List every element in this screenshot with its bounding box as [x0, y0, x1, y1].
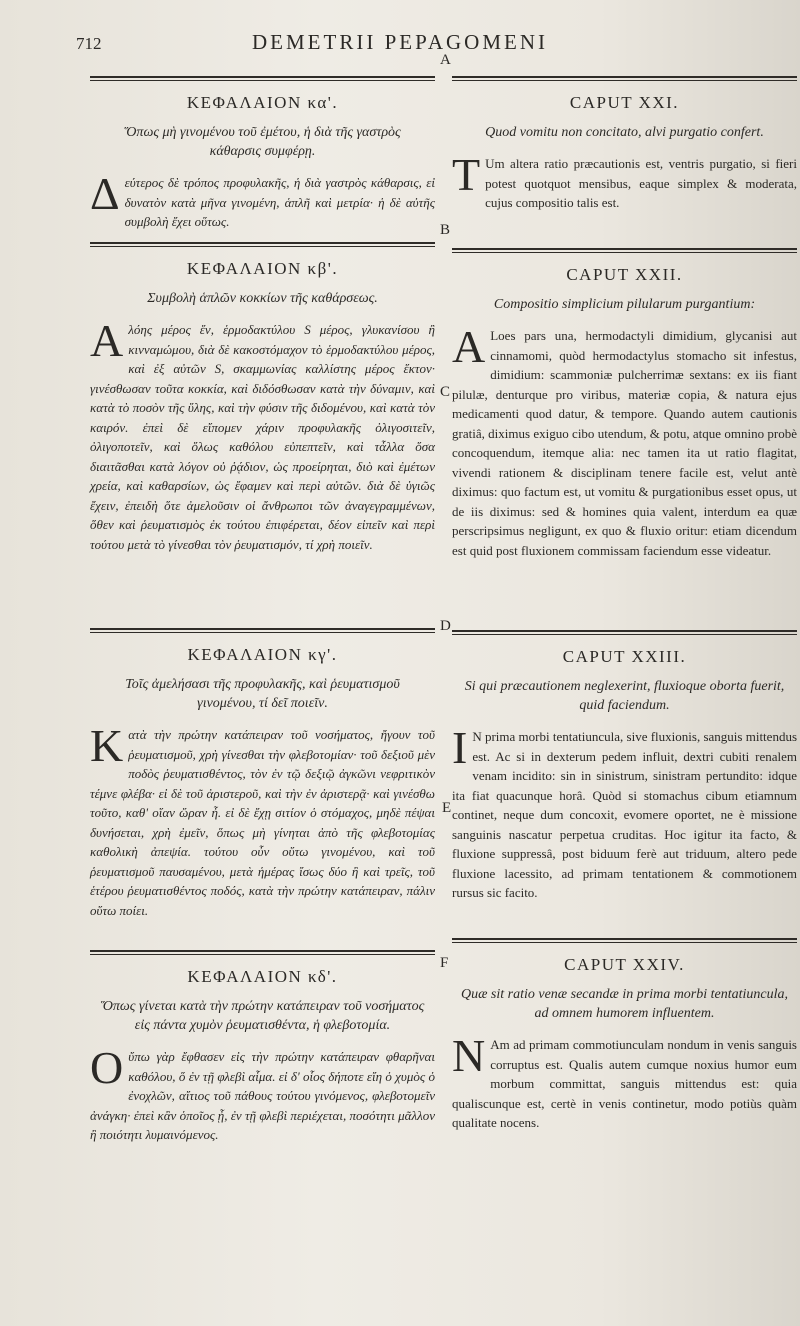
running-title: DEMETRII PEPAGOMENI: [252, 30, 548, 54]
chapter-heading: ΚΕΦΑΛΑΙΟΝ κγ'.: [187, 645, 338, 664]
latin-chapter-22: [452, 248, 797, 560]
chapter-body: [452, 1030, 797, 1133]
chapter-heading: CAPUT XXIV.: [564, 955, 685, 974]
greek-chapter-22: [90, 242, 435, 554]
chapter-subtitle: Τοῖς ἀμελήσασι τῆς προφυλακῆς, καὶ ῥευματισμοῦ γινομένου, τί δεῖ ποιεῖν.: [125, 677, 400, 711]
chapter-heading: ΚΕΦΑΛΑΙΟΝ κβ'.: [186, 259, 339, 278]
chapter-text: Um altera ratio præcautionis est, ventris purgatio, si fieri potest quotquot mensibus, eaque simplex & moderata, cujus compositio talis est.: [485, 156, 797, 210]
greek-chapter-21: [90, 76, 435, 232]
chapter-subtitle: Ὅπως μὴ γινομένου τοῦ ἐμέτου, ἡ διὰ τῆς γαστρὸς κάθαρσις συμφέρῃ.: [124, 125, 401, 159]
section-rule: [90, 76, 435, 81]
chapter-body: [90, 315, 435, 554]
chapter-heading: ΚΕΦΑΛΑΙΟΝ κα'.: [186, 93, 339, 112]
chapter-subtitle: Si qui præcautionem neglexerint, fluxioque oborta fuerit, quid faciendum.: [464, 679, 785, 713]
chapter-heading: CAPUT XXII.: [566, 265, 683, 284]
latin-chapter-23: [452, 630, 797, 903]
chapter-subtitle: Compositio simplicium pilularum purgantium:: [493, 297, 756, 312]
chapter-heading: CAPUT XXIII.: [562, 647, 687, 666]
page-number: 712: [76, 34, 102, 53]
chapter-text: N prima morbi tentatiuncula, sive fluxionis, sanguis mittendus est. Ac si in dexterum pedem influit, dextri cubiti renalem venam incidito: sin in sinistrum, sinistram pertundito: idque ita fiat quacunque horâ. Quòd si stomachus cibum etiamnum continet, neque dum concoxit, evomere oportet, ne è missione sanguinis nascatur perpetua cruditas. Hoc igitur ita facto, & fluxione suppressâ, post biduum ferè aut triduum, altero pede fluxione lacessito, ad primam tentationem & commotionem rursus sic facito.: [452, 729, 797, 900]
drop-cap: Δ: [90, 168, 120, 219]
section-rule: [90, 628, 435, 633]
chapter-text: εύτερος δὲ τρόπος προφυλακῆς, ἡ διὰ γαστρὸς κάθαρσις, εἰ δυνατὸν κατὰ μῆνα γινομένη, ἁπλῆ καὶ μετρία· ἡ δὲ αὐτῆς συμβολὴ ἔχει οὕτως.: [124, 175, 435, 229]
section-rule: [90, 242, 435, 247]
chapter-body: [90, 1042, 435, 1145]
margin-marker-c: C: [440, 384, 451, 400]
chapter-text: ὔπω γὰρ ἔφθασεν εἰς τὴν πρώτην κατάπειραν φθαρῆναι καθόλου, ὅ ἐν τῇ φλεβὶ αἷμα. εἰ δ' οἷος δήποτε εἴη ὁ χυμὸς ὁ ἐνοχλῶν, αἴτιος τοῦ πάθους τούτου γινόμενος, φλεβοτομεῖν ἀνάγκη· ἐπεὶ κἂν ὁποῖος ᾖ, ἐν τῇ φλεβὶ περιέχεται, ποσότητι μᾶλλον ἢ ποιότητι λυμαινόμενος.: [90, 1049, 435, 1142]
chapter-body: [452, 149, 797, 213]
chapter-subtitle: Quod vomitu non concitato, alvi purgatio confert.: [485, 125, 764, 140]
margin-marker-f: F: [440, 955, 449, 971]
chapter-body: [452, 321, 797, 560]
chapter-subtitle: Quæ sit ratio venæ secandæ in prima morbi tentatiuncula, ad omnem humorem influentem.: [460, 987, 789, 1021]
greek-chapter-23: [90, 628, 435, 920]
chapter-heading: CAPUT XXI.: [569, 93, 680, 112]
chapter-text: Loes pars una, hermodactyli dimidium, glycanisi aut cinnamomi, quòd hermodactylus stomacho sit infestus, dimidium: scammoniæ pulcherrimæ sextans: ex iis fiant pilulæ, denturque pro viribus, materiæ copia, & natura ejus medicamenti quod datur, & tempore. Quando autem cautionis gratiâ, diximus exiguo cibo utendum, & potu, atque omnino probè concoquendum, itemque alia: nec tamen ita ut ratio flagitat, vivendi rationem & disciplinam tenere facile est, velut antè diximus: quo factum est, ut vomitu & purgationibus esset opus, ut de iis diximus: sed & homines quia valent, interdum ea quæ perscripsimus negligunt, ex quo & fluxio oritur: etiam dicendum est quid post fluxionem commissam faciendum esse videatur.: [452, 328, 797, 558]
drop-cap: T: [452, 149, 481, 200]
chapter-body: [90, 168, 435, 232]
section-rule: [90, 950, 435, 955]
chapter-text: ατὰ τὴν πρώτην κατάπειραν τοῦ νοσήματος, ἤγουν τοῦ ῥευματισμοῦ, χρὴ γίνεσθαι τὴν φλεβοτομίαν· τοῦ δεξιοῦ μὲν ποδὸς ῥευματισθέντος, τὸν ἐν τῷ δεξιῷ ἀγκῶνι νεφριτικὸν τέμνε φλέβα· εἰ δὲ τοῦ ἀριστεροῦ, καὶ τὴν ἐν ἀριστερᾷ· καὶ γινέσθω τοῦτο, καθ' οἵαν ὥραν ἦ. εἰ δὲ ἔχῃ σιτίον ὁ στόμαχος, μηδὲ πέψαι δυνήσεται, χρὴ ἐμεῖν, ὅπως μὴ γίνηται ἀπὸ τῆς φλεβοτομίας καθολικὴ ἀπεψία. τούτου οὖν οὕτω γινομένου, καὶ τοῦ ῥευματισμοῦ παυσαμένου, μετὰ ἡμέρας ἴσως δύο ἢ καὶ τρεῖς, τοῦ ἑτέρου ῥευματισθέντος ποδός, κατὰ τὴν πρώτην κατάπειραν, πάλιν οὕτω ποίει.: [90, 727, 435, 918]
section-rule: [452, 630, 797, 635]
chapter-body: [452, 722, 797, 903]
drop-cap: Ο: [90, 1042, 124, 1093]
chapter-text: λόης μέρος ἕν, ἑρμοδακτύλου S μέρος, γλυκανίσου ἢ κινναμώμου, διὰ δὲ κακοστόμαχον τὸ ἑρμοδακτύλου μέρος, καὶ ἐξ αὐτῶν S, σκαμμωνίας καλλίστης μέρος ἕκτον· γινέσθωσαν τοῦτα κοκκία, καὶ διδόσθωσαν κατὰ τὴν δύναμιν, καὶ κατὰ τὸ ποσὸν τῆς ὕλης, καὶ τὴν φύσιν τῆς διδομένου, καὶ κατὰ τὸν καιρόν. ἐπεὶ δὲ εἴπομεν χάριν προφυλακῆς ὀλιγοσιτεῖν, ὀλιγοποτεῖν, καὶ ὅλως καθόλου εὐπεπτεῖν, καὶ τἆλλα ὅσα διαιτᾶσθαι κατὰ λόγον οὐ ῥᾴδιον, ὡς προείρηται, διὸ καὶ ἐμέτων χρεία, καὶ καθαρσίων, ὡς ἔφαμεν καὶ περὶ αὐτῶν. διὰ δὲ ὑγιῶς ἔχειν, ἐπειδὴ ὅτε ἀμελοῦσιν οἱ ἄνθρωποι τῶν ἀναγεγραμμένων, ὅθεν καὶ ῥευματισμὸς ἐκ τούτου ἐπιφέρεται, δέον εἰπεῖν καὶ περὶ τούτου μετὰ τὸ γίνεσθαι τὸν ῥευματισμόν, τί χρὴ ποιεῖν.: [90, 322, 435, 552]
chapter-text: Am ad primam commotiunculam nondum in venis sanguis corruptus est. Qualis autem cumque noxius humor eum morbum committat, sanguis mittendus est: quia qualiscunque est, certè in venis continetur, modo potiùs quàm qualitate nocens.: [452, 1037, 797, 1130]
chapter-subtitle: Συμβολὴ ἁπλῶν κοκκίων τῆς καθάρσεως.: [147, 291, 378, 306]
latin-chapter-24: [452, 938, 797, 1133]
section-rule: [452, 938, 797, 943]
margin-marker-a: A: [440, 52, 451, 68]
section-rule: [452, 76, 797, 81]
drop-cap: A: [452, 321, 486, 372]
chapter-subtitle: Ὅπως γίνεται κατὰ τὴν πρώτην κατάπειραν τοῦ νοσήματος εἰς πάντα χυμὸν ῥευματισθέντα, ἡ φλεβοτομία.: [100, 999, 425, 1033]
margin-marker-b: B: [440, 222, 451, 238]
section-rule: [452, 248, 797, 253]
drop-cap: N: [452, 1030, 486, 1081]
drop-cap: I: [452, 722, 468, 773]
chapter-body: [90, 720, 435, 920]
greek-chapter-24: [90, 950, 435, 1145]
drop-cap: Α: [90, 315, 124, 366]
margin-marker-e: E: [442, 800, 452, 816]
chapter-heading: ΚΕΦΑΛΑΙΟΝ κδ'.: [187, 967, 338, 986]
latin-chapter-21: [452, 76, 797, 213]
margin-marker-d: D: [440, 618, 451, 634]
drop-cap: Κ: [90, 720, 124, 771]
